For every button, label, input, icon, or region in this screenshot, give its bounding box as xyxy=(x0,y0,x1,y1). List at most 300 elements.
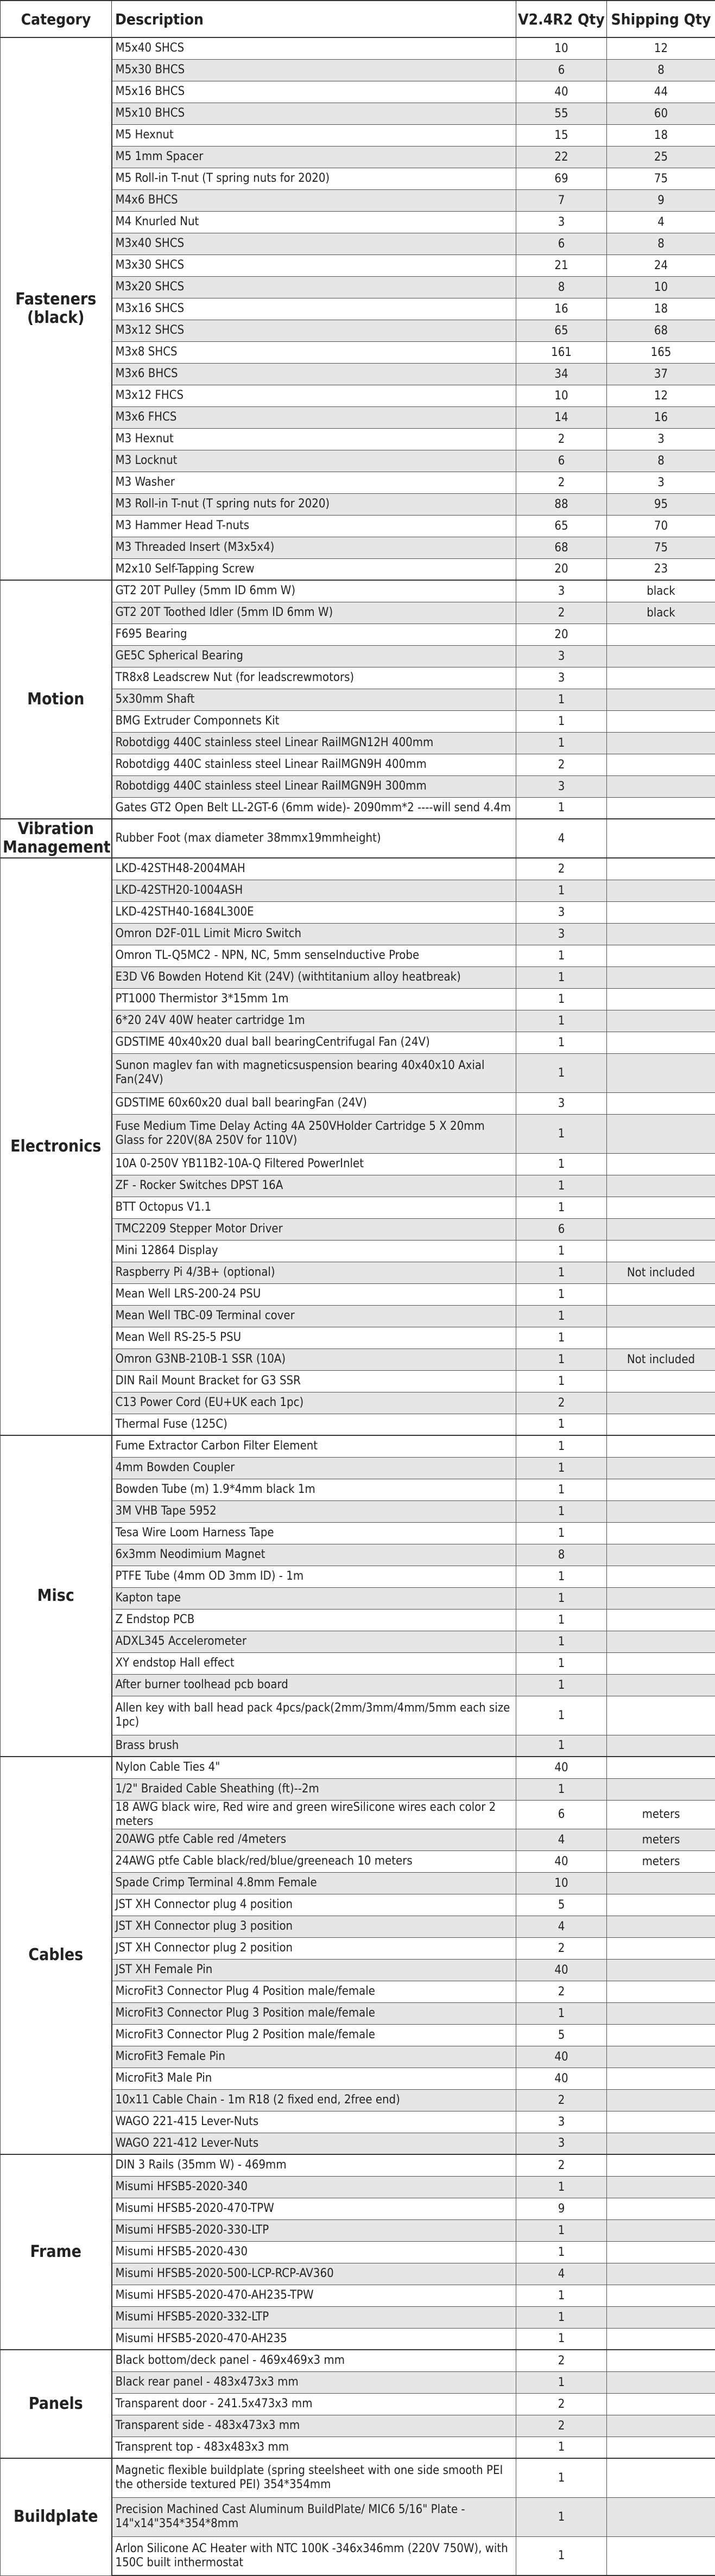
shipping-qty-cell: black xyxy=(607,602,715,624)
qty-cell: 14 xyxy=(516,406,607,428)
qty-cell: 1 xyxy=(516,1305,607,1327)
description-cell: PTFE Tube (4mm OD 3mm ID) - 1m xyxy=(112,1566,516,1587)
description-cell: M3x6 BHCS xyxy=(112,363,516,385)
description-cell: Precision Machined Cast Aluminum BuildPlate/ MIC6 5/16" Plate - 14"x14"354*354*8mm xyxy=(112,2497,516,2536)
shipping-qty-cell xyxy=(607,1092,715,1114)
description-cell: ADXL345 Accelerometer xyxy=(112,1631,516,1652)
description-cell: M5x10 BHCS xyxy=(112,103,516,124)
description-cell: Transparent door - 241.5x473x3 mm xyxy=(112,2393,516,2415)
shipping-qty-cell xyxy=(607,797,715,819)
qty-cell: 40 xyxy=(516,1757,607,1778)
qty-cell: 3 xyxy=(516,901,607,923)
qty-cell: 40 xyxy=(516,2068,607,2089)
qty-cell: 1 xyxy=(516,1197,607,1218)
shipping-qty-cell xyxy=(607,2024,715,2046)
qty-cell: 1 xyxy=(516,710,607,732)
category-cell: Frame xyxy=(1,2154,112,2350)
table-row xyxy=(1,2458,715,2497)
shipping-qty-cell: 12 xyxy=(607,37,715,59)
description-cell: M3x12 SHCS xyxy=(112,320,516,341)
qty-cell: 3 xyxy=(516,667,607,689)
description-cell: Mean Well TBC-09 Terminal cover xyxy=(112,1305,516,1327)
qty-cell: 10 xyxy=(516,1872,607,1894)
header-shipping-qty: Shipping Qty xyxy=(607,1,715,37)
shipping-qty-cell xyxy=(607,1566,715,1587)
description-cell: GE5C Spherical Bearing xyxy=(112,645,516,667)
description-cell: 5x30mm Shaft xyxy=(112,689,516,710)
shipping-qty-cell xyxy=(607,1114,715,1153)
qty-cell: 65 xyxy=(516,320,607,341)
shipping-qty-cell xyxy=(607,1652,715,1674)
shipping-qty-cell: 60 xyxy=(607,103,715,124)
shipping-qty-cell xyxy=(607,2437,715,2458)
qty-cell: 1 xyxy=(516,1674,607,1696)
description-cell: M3 Hexnut xyxy=(112,428,516,450)
qty-cell: 1 xyxy=(516,1349,607,1370)
shipping-qty-cell xyxy=(607,858,715,880)
shipping-qty-cell xyxy=(607,2328,715,2350)
shipping-qty-cell xyxy=(607,2154,715,2176)
shipping-qty-cell xyxy=(607,2198,715,2219)
qty-cell: 3 xyxy=(516,211,607,233)
shipping-qty-cell xyxy=(607,1327,715,1349)
description-cell: JST XH Female Pin xyxy=(112,1959,516,1981)
shipping-qty-cell: 165 xyxy=(607,341,715,363)
qty-cell: 1 xyxy=(516,2241,607,2263)
qty-cell: 5 xyxy=(516,1894,607,1916)
description-cell: 1/2" Braided Cable Sheathing (ft)--2m xyxy=(112,1778,516,1800)
description-cell: LKD-42STH20-1004ASH xyxy=(112,880,516,901)
qty-cell: 20 xyxy=(516,558,607,580)
description-cell: 6*20 24V 40W heater cartridge 1m xyxy=(112,1010,516,1032)
qty-cell: 2 xyxy=(516,2350,607,2371)
description-cell: M3 Threaded Insert (M3x5x4) xyxy=(112,537,516,558)
description-cell: Fuse Medium Time Delay Acting 4A 250VHolder Cartridge 5 X 20mm Glass for 220V(8A 250V for 110V) xyxy=(112,1114,516,1153)
description-cell: BTT Octopus V1.1 xyxy=(112,1197,516,1218)
qty-cell: 65 xyxy=(516,515,607,537)
shipping-qty-cell: 44 xyxy=(607,81,715,103)
description-cell: JST XH Connector plug 3 position xyxy=(112,1916,516,1937)
description-cell: Arlon Silicone AC Heater with NTC 100K -346x346mm (220V 750W), with 150C built inthermostat xyxy=(112,2536,516,2575)
qty-cell: 2 xyxy=(516,2393,607,2415)
qty-cell: 6 xyxy=(516,59,607,81)
shipping-qty-cell xyxy=(607,1305,715,1327)
shipping-qty-cell: Not included xyxy=(607,1262,715,1283)
shipping-qty-cell xyxy=(607,1937,715,1959)
shipping-qty-cell xyxy=(607,645,715,667)
shipping-qty-cell: 10 xyxy=(607,276,715,298)
shipping-qty-cell xyxy=(607,2068,715,2089)
description-cell: M3x6 FHCS xyxy=(112,406,516,428)
qty-cell: 1 xyxy=(516,988,607,1010)
qty-cell: 88 xyxy=(516,493,607,515)
qty-cell: 4 xyxy=(516,1916,607,1937)
shipping-qty-cell xyxy=(607,2393,715,2415)
qty-cell: 55 xyxy=(516,103,607,124)
description-cell: M2x10 Self-Tapping Screw xyxy=(112,558,516,580)
shipping-qty-cell: 4 xyxy=(607,211,715,233)
table-row xyxy=(1,1435,715,1457)
shipping-qty-cell xyxy=(607,2497,715,2536)
category-cell: Cables xyxy=(1,1757,112,2154)
description-cell: Misumi HFSB5-2020-500-LCP-RCP-AV360 xyxy=(112,2263,516,2285)
qty-cell: 2 xyxy=(516,1981,607,2002)
description-cell: PT1000 Thermistor 3*15mm 1m xyxy=(112,988,516,1010)
qty-cell: 1 xyxy=(516,2437,607,2458)
shipping-qty-cell xyxy=(607,1175,715,1197)
description-cell: M3x30 SHCS xyxy=(112,255,516,276)
qty-cell: 1 xyxy=(516,1053,607,1092)
shipping-qty-cell xyxy=(607,1735,715,1757)
shipping-qty-cell xyxy=(607,1544,715,1566)
description-cell: Omron G3NB-210B-1 SSR (10A) xyxy=(112,1349,516,1370)
qty-cell: 1 xyxy=(516,2002,607,2024)
shipping-qty-cell: 8 xyxy=(607,233,715,255)
shipping-qty-cell xyxy=(607,1414,715,1435)
shipping-qty-cell xyxy=(607,1500,715,1522)
description-cell: MicroFit3 Connector Plug 3 Position male/female xyxy=(112,2002,516,2024)
qty-cell: 3 xyxy=(516,645,607,667)
shipping-qty-cell: 75 xyxy=(607,537,715,558)
qty-cell: 1 xyxy=(516,2458,607,2497)
category-cell: Buildplate xyxy=(1,2458,112,2575)
qty-cell: 2 xyxy=(516,2154,607,2176)
description-cell: Spade Crimp Terminal 4.8mm Female xyxy=(112,1872,516,1894)
description-cell: M5 Roll-in T-nut (T spring nuts for 2020) xyxy=(112,168,516,189)
shipping-qty-cell xyxy=(607,2241,715,2263)
qty-cell: 1 xyxy=(516,1435,607,1457)
qty-cell: 1 xyxy=(516,2328,607,2350)
description-cell: Tesa Wire Loom Harness Tape xyxy=(112,1522,516,1544)
description-cell: Allen key with ball head pack 4pcs/pack(2mm/3mm/4mm/5mm each size 1pc) xyxy=(112,1696,516,1735)
shipping-qty-cell xyxy=(607,2111,715,2133)
description-cell: XY endstop Hall effect xyxy=(112,1652,516,1674)
qty-cell: 2 xyxy=(516,1937,607,1959)
description-cell: 6x3mm Neodimium Magnet xyxy=(112,1544,516,1566)
description-cell: Robotdigg 440C stainless steel Linear RailMGN12H 400mm xyxy=(112,732,516,754)
description-cell: M4 Knurled Nut xyxy=(112,211,516,233)
shipping-qty-cell xyxy=(607,988,715,1010)
qty-cell: 1 xyxy=(516,1522,607,1544)
description-cell: M3 Hammer Head T-nuts xyxy=(112,515,516,537)
qty-cell: 1 xyxy=(516,1566,607,1587)
description-cell: E3D V6 Bowden Hotend Kit (24V) (withtitanium alloy heatbreak) xyxy=(112,966,516,988)
description-cell: Raspberry Pi 4/3B+ (optional) xyxy=(112,1262,516,1283)
shipping-qty-cell xyxy=(607,1053,715,1092)
table-row xyxy=(1,2154,715,2176)
description-cell: JST XH Connector plug 2 position xyxy=(112,1937,516,1959)
shipping-qty-cell xyxy=(607,2046,715,2068)
shipping-qty-cell: Not included xyxy=(607,1349,715,1370)
description-cell: GDSTIME 40x40x20 dual ball bearingCentrifugal Fan (24V) xyxy=(112,1032,516,1053)
shipping-qty-cell xyxy=(607,1392,715,1414)
qty-cell: 20 xyxy=(516,624,607,645)
description-cell: M3 Washer xyxy=(112,472,516,493)
category-cell: Panels xyxy=(1,2350,112,2458)
shipping-qty-cell xyxy=(607,2458,715,2497)
shipping-qty-cell xyxy=(607,2306,715,2328)
description-cell: Misumi HFSB5-2020-470-AH235-TPW xyxy=(112,2285,516,2306)
description-cell: 18 AWG black wire, Red wire and green wireSilicone wires each color 2 meters xyxy=(112,1800,516,1829)
qty-cell: 34 xyxy=(516,363,607,385)
shipping-qty-cell xyxy=(607,901,715,923)
header-row xyxy=(1,1,715,37)
table-row xyxy=(1,37,715,59)
shipping-qty-cell xyxy=(607,1457,715,1479)
shipping-qty-cell: 68 xyxy=(607,320,715,341)
qty-cell: 6 xyxy=(516,1800,607,1829)
description-cell: Z Endstop PCB xyxy=(112,1609,516,1631)
description-cell: Omron D2F-01L Limit Micro Switch xyxy=(112,923,516,945)
shipping-qty-cell xyxy=(607,775,715,797)
qty-cell: 15 xyxy=(516,124,607,146)
shipping-qty-cell: 18 xyxy=(607,298,715,320)
shipping-qty-cell: meters xyxy=(607,1850,715,1872)
header-description: Description xyxy=(112,1,516,37)
qty-cell: 1 xyxy=(516,1283,607,1305)
qty-cell: 10 xyxy=(516,385,607,406)
qty-cell: 1 xyxy=(516,2219,607,2241)
description-cell: DIN 3 Rails (35mm W) - 469mm xyxy=(112,2154,516,2176)
qty-cell: 161 xyxy=(516,341,607,363)
qty-cell: 2 xyxy=(516,428,607,450)
description-cell: 24AWG ptfe Cable black/red/blue/greeneach 10 meters xyxy=(112,1850,516,1872)
shipping-qty-cell xyxy=(607,1153,715,1175)
shipping-qty-cell xyxy=(607,1197,715,1218)
description-cell: Rubber Foot (max diameter 38mmx19mmheight) xyxy=(112,819,516,858)
qty-cell: 69 xyxy=(516,168,607,189)
qty-cell: 21 xyxy=(516,255,607,276)
qty-cell: 2 xyxy=(516,2415,607,2437)
shipping-qty-cell xyxy=(607,1032,715,1053)
table-row xyxy=(1,2350,715,2371)
description-cell: 4mm Bowden Coupler xyxy=(112,1457,516,1479)
shipping-qty-cell xyxy=(607,2176,715,2198)
qty-cell: 6 xyxy=(516,1218,607,1240)
description-cell: TMC2209 Stepper Motor Driver xyxy=(112,1218,516,1240)
shipping-qty-cell xyxy=(607,667,715,689)
description-cell: Misumi HFSB5-2020-470-TPW xyxy=(112,2198,516,2219)
description-cell: M5 Hexnut xyxy=(112,124,516,146)
description-cell: C13 Power Cord (EU+UK each 1pc) xyxy=(112,1392,516,1414)
shipping-qty-cell: meters xyxy=(607,1800,715,1829)
shipping-qty-cell: 70 xyxy=(607,515,715,537)
shipping-qty-cell xyxy=(607,1631,715,1652)
qty-cell: 7 xyxy=(516,189,607,211)
description-cell: MicroFit3 Connector Plug 4 Position male/female xyxy=(112,1981,516,2002)
qty-cell: 3 xyxy=(516,2111,607,2133)
qty-cell: 22 xyxy=(516,146,607,168)
shipping-qty-cell xyxy=(607,1240,715,1262)
shipping-qty-cell xyxy=(607,2002,715,2024)
category-cell: Fasteners (black) xyxy=(1,37,112,580)
qty-cell: 1 xyxy=(516,1175,607,1197)
description-cell: Gates GT2 Open Belt LL-2GT-6 (6mm wide)- 2090mm*2 ----will send 4.4m xyxy=(112,797,516,819)
description-cell: M5x30 BHCS xyxy=(112,59,516,81)
description-cell: Misumi HFSB5-2020-330-LTP xyxy=(112,2219,516,2241)
qty-cell: 1 xyxy=(516,1153,607,1175)
category-cell: Electronics xyxy=(1,858,112,1435)
qty-cell: 68 xyxy=(516,537,607,558)
description-cell: Sunon maglev fan with magneticsuspension bearing 40x40x10 Axial Fan(24V) xyxy=(112,1053,516,1092)
description-cell: Black rear panel - 483x473x3 mm xyxy=(112,2371,516,2393)
shipping-qty-cell xyxy=(607,1696,715,1735)
shipping-qty-cell: 3 xyxy=(607,472,715,493)
description-cell: Omron TL-Q5MC2 - NPN, NC, 5mm senseInductive Probe xyxy=(112,945,516,966)
qty-cell: 2 xyxy=(516,2089,607,2111)
shipping-qty-cell: 9 xyxy=(607,189,715,211)
qty-cell: 1 xyxy=(516,1778,607,1800)
shipping-qty-cell xyxy=(607,1674,715,1696)
category-cell: Motion xyxy=(1,580,112,819)
qty-cell: 1 xyxy=(516,2371,607,2393)
table-row xyxy=(1,858,715,880)
qty-cell: 1 xyxy=(516,1479,607,1500)
shipping-qty-cell: 95 xyxy=(607,493,715,515)
description-cell: M5 1mm Spacer xyxy=(112,146,516,168)
description-cell: M3 Locknut xyxy=(112,450,516,472)
qty-cell: 8 xyxy=(516,276,607,298)
header-qty: V2.4R2 Qty xyxy=(516,1,607,37)
shipping-qty-cell xyxy=(607,923,715,945)
qty-cell: 1 xyxy=(516,1032,607,1053)
description-cell: GT2 20T Pulley (5mm ID 6mm W) xyxy=(112,580,516,602)
qty-cell: 1 xyxy=(516,2536,607,2575)
qty-cell: 1 xyxy=(516,2497,607,2536)
header-category: Category xyxy=(1,1,112,37)
qty-cell: 3 xyxy=(516,580,607,602)
description-cell: TR8x8 Leadscrew Nut (for leadscrewmotors) xyxy=(112,667,516,689)
qty-cell: 1 xyxy=(516,732,607,754)
qty-cell: 1 xyxy=(516,1652,607,1674)
qty-cell: 2 xyxy=(516,472,607,493)
qty-cell: 3 xyxy=(516,923,607,945)
shipping-qty-cell xyxy=(607,1894,715,1916)
shipping-qty-cell xyxy=(607,2133,715,2154)
shipping-qty-cell xyxy=(607,966,715,988)
shipping-qty-cell xyxy=(607,2219,715,2241)
description-cell: Transparent side - 483x473x3 mm xyxy=(112,2415,516,2437)
qty-cell: 3 xyxy=(516,1092,607,1114)
shipping-qty-cell xyxy=(607,1435,715,1457)
description-cell: GT2 20T Toothed Idler (5mm ID 6mm W) xyxy=(112,602,516,624)
shipping-qty-cell xyxy=(607,2263,715,2285)
description-cell: Robotdigg 440C stainless steel Linear RailMGN9H 300mm xyxy=(112,775,516,797)
qty-cell: 3 xyxy=(516,2133,607,2154)
qty-cell: 4 xyxy=(516,1829,607,1850)
shipping-qty-cell xyxy=(607,1778,715,1800)
shipping-qty-cell xyxy=(607,2285,715,2306)
shipping-qty-cell xyxy=(607,1370,715,1392)
qty-cell: 1 xyxy=(516,1327,607,1349)
qty-cell: 2 xyxy=(516,754,607,775)
description-cell: JST XH Connector plug 4 position xyxy=(112,1894,516,1916)
qty-cell: 1 xyxy=(516,2176,607,2198)
description-cell: DIN Rail Mount Bracket for G3 SSR xyxy=(112,1370,516,1392)
description-cell: Brass brush xyxy=(112,1735,516,1757)
shipping-qty-cell xyxy=(607,1757,715,1778)
shipping-qty-cell xyxy=(607,1010,715,1032)
description-cell: 20AWG ptfe Cable red /4meters xyxy=(112,1829,516,1850)
description-cell: Thermal Fuse (125C) xyxy=(112,1414,516,1435)
description-cell: M3x16 SHCS xyxy=(112,298,516,320)
shipping-qty-cell xyxy=(607,1283,715,1305)
description-cell: 10A 0-250V YB11B2-10A-Q Filtered PowerInlet xyxy=(112,1153,516,1175)
shipping-qty-cell xyxy=(607,819,715,858)
description-cell: Fume Extractor Carbon Filter Element xyxy=(112,1435,516,1457)
qty-cell: 1 xyxy=(516,880,607,901)
qty-cell: 1 xyxy=(516,1457,607,1479)
qty-cell: 1 xyxy=(516,1500,607,1522)
shipping-qty-cell: 8 xyxy=(607,59,715,81)
qty-cell: 1 xyxy=(516,797,607,819)
description-cell: ZF - Rocker Switches DPST 16A xyxy=(112,1175,516,1197)
description-cell: M3x20 SHCS xyxy=(112,276,516,298)
description-cell: 3M VHB Tape 5952 xyxy=(112,1500,516,1522)
description-cell: Misumi HFSB5-2020-430 xyxy=(112,2241,516,2263)
shipping-qty-cell: 12 xyxy=(607,385,715,406)
description-cell: M5x40 SHCS xyxy=(112,37,516,59)
description-cell: Robotdigg 440C stainless steel Linear RailMGN9H 400mm xyxy=(112,754,516,775)
shipping-qty-cell xyxy=(607,1981,715,2002)
shipping-qty-cell xyxy=(607,2371,715,2393)
shipping-qty-cell: 37 xyxy=(607,363,715,385)
description-cell: GDSTIME 60x60x20 dual ball bearingFan (24V) xyxy=(112,1092,516,1114)
shipping-qty-cell: 23 xyxy=(607,558,715,580)
category-cell: Vibration Management xyxy=(1,819,112,858)
qty-cell: 1 xyxy=(516,1696,607,1735)
shipping-qty-cell xyxy=(607,1218,715,1240)
description-cell: Misumi HFSB5-2020-332-LTP xyxy=(112,2306,516,2328)
description-cell: Nylon Cable Ties 4" xyxy=(112,1757,516,1778)
description-cell: BMG Extruder Componnets Kit xyxy=(112,710,516,732)
qty-cell: 1 xyxy=(516,1370,607,1392)
shipping-qty-cell xyxy=(607,1479,715,1500)
qty-cell: 16 xyxy=(516,298,607,320)
description-cell: Bowden Tube (m) 1.9*4mm black 1m xyxy=(112,1479,516,1500)
shipping-qty-cell: 3 xyxy=(607,428,715,450)
description-cell: Mean Well LRS-200-24 PSU xyxy=(112,1283,516,1305)
qty-cell: 1 xyxy=(516,1587,607,1609)
description-cell: WAGO 221-412 Lever-Nuts xyxy=(112,2133,516,2154)
qty-cell: 5 xyxy=(516,2024,607,2046)
qty-cell: 9 xyxy=(516,2198,607,2219)
shipping-qty-cell: 8 xyxy=(607,450,715,472)
qty-cell: 1 xyxy=(516,966,607,988)
table-row xyxy=(1,819,715,858)
qty-cell: 1 xyxy=(516,2285,607,2306)
shipping-qty-cell xyxy=(607,1522,715,1544)
qty-cell: 8 xyxy=(516,1544,607,1566)
shipping-qty-cell xyxy=(607,1916,715,1937)
description-cell: WAGO 221-415 Lever-Nuts xyxy=(112,2111,516,2133)
description-cell: LKD-42STH40-1684L300E xyxy=(112,901,516,923)
shipping-qty-cell xyxy=(607,732,715,754)
qty-cell: 1 xyxy=(516,1010,607,1032)
shipping-qty-cell xyxy=(607,689,715,710)
qty-cell: 1 xyxy=(516,945,607,966)
shipping-qty-cell xyxy=(607,1609,715,1631)
qty-cell: 4 xyxy=(516,819,607,858)
table-body xyxy=(1,37,715,2575)
description-cell: Transprent top - 483x483x3 mm xyxy=(112,2437,516,2458)
shipping-qty-cell xyxy=(607,2536,715,2575)
description-cell: MicroFit3 Male Pin xyxy=(112,2068,516,2089)
qty-cell: 1 xyxy=(516,1609,607,1631)
description-cell: Kapton tape xyxy=(112,1587,516,1609)
table-row xyxy=(1,1757,715,1778)
shipping-qty-cell xyxy=(607,710,715,732)
